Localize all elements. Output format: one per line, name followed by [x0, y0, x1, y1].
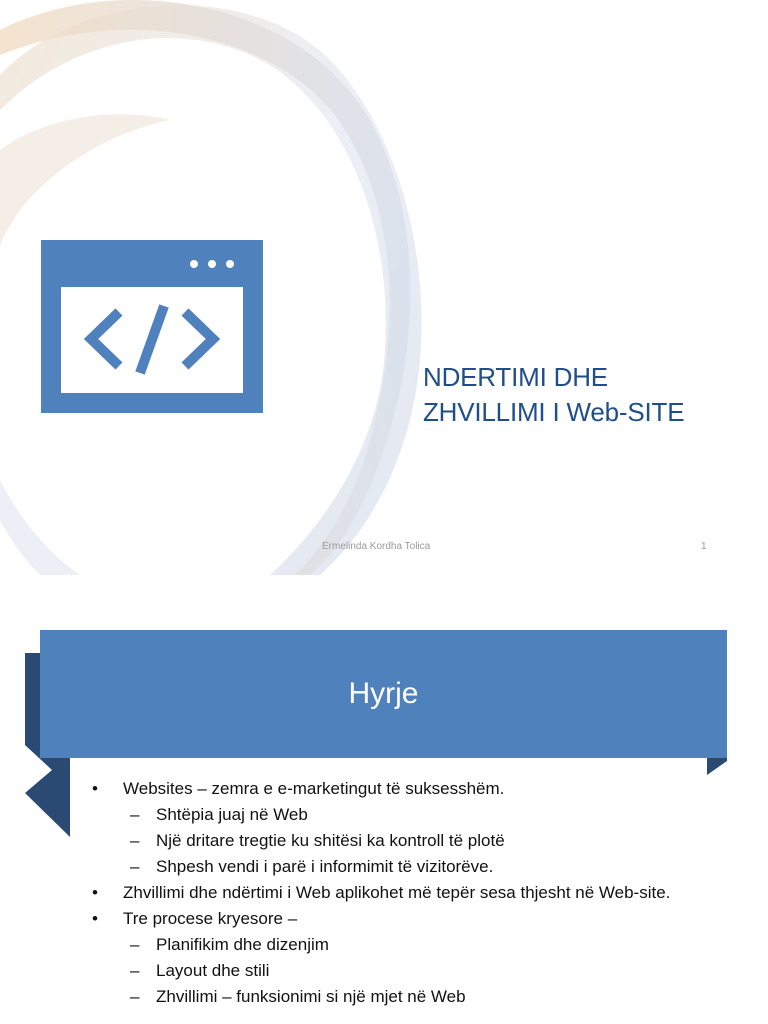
slide-heading: Hyrje [348, 677, 419, 710]
title-line-1: NDERTIMI DHE [423, 362, 608, 392]
dash-marker: – [130, 831, 140, 850]
sub-bullet-item [92, 986, 672, 1007]
bullet-text: Shpesh vendi i parë i informimit të vizitorëve. [156, 857, 494, 876]
bullet-item [92, 778, 672, 799]
footer-author: Ermelinda Kordha Tolica [322, 541, 431, 552]
dash-marker: – [130, 961, 140, 980]
page-number: 1 [701, 541, 707, 552]
sub-bullet-item [92, 960, 672, 981]
bullet-text: Websites – zemra e e-marketingut të suksesshëm. [123, 779, 505, 798]
bullet-text: Një dritare tregtie ku shitësi ka kontroll të plotë [156, 831, 505, 850]
code-window-icon [41, 240, 263, 413]
sub-bullet-item [92, 934, 672, 955]
dash-marker: – [130, 935, 140, 954]
sub-bullet-item [92, 830, 672, 851]
bullet-item [92, 908, 672, 929]
bullet-text: Shtëpia juaj në Web [156, 805, 308, 824]
bullet-text: Layout dhe stili [156, 961, 270, 980]
bullet-marker: • [92, 779, 98, 798]
bullet-text: Zhvillimi – funksionimi si një mjet në Web [156, 987, 466, 1006]
title-line-2: ZHVILLIMI I Web-SITE [423, 397, 685, 427]
bullet-marker: • [92, 909, 98, 928]
sub-bullet-item [92, 856, 672, 877]
bullet-marker: • [92, 883, 98, 902]
dash-marker: – [130, 987, 140, 1006]
bullet-text: Planifikim dhe dizenjim [156, 935, 329, 954]
bullet-item [92, 882, 672, 903]
slide-title [423, 360, 753, 430]
sub-bullet-item [92, 804, 672, 825]
bullet-text: Zhvillimi dhe ndërtimi i Web aplikohet më tepër sesa thjesht në Web-site. [123, 883, 671, 902]
dash-marker: – [130, 805, 140, 824]
content-slide [0, 575, 768, 1024]
bullet-text: Tre procese kryesore – [123, 909, 298, 928]
dash-marker: – [130, 857, 140, 876]
bullet-list [92, 778, 672, 1012]
